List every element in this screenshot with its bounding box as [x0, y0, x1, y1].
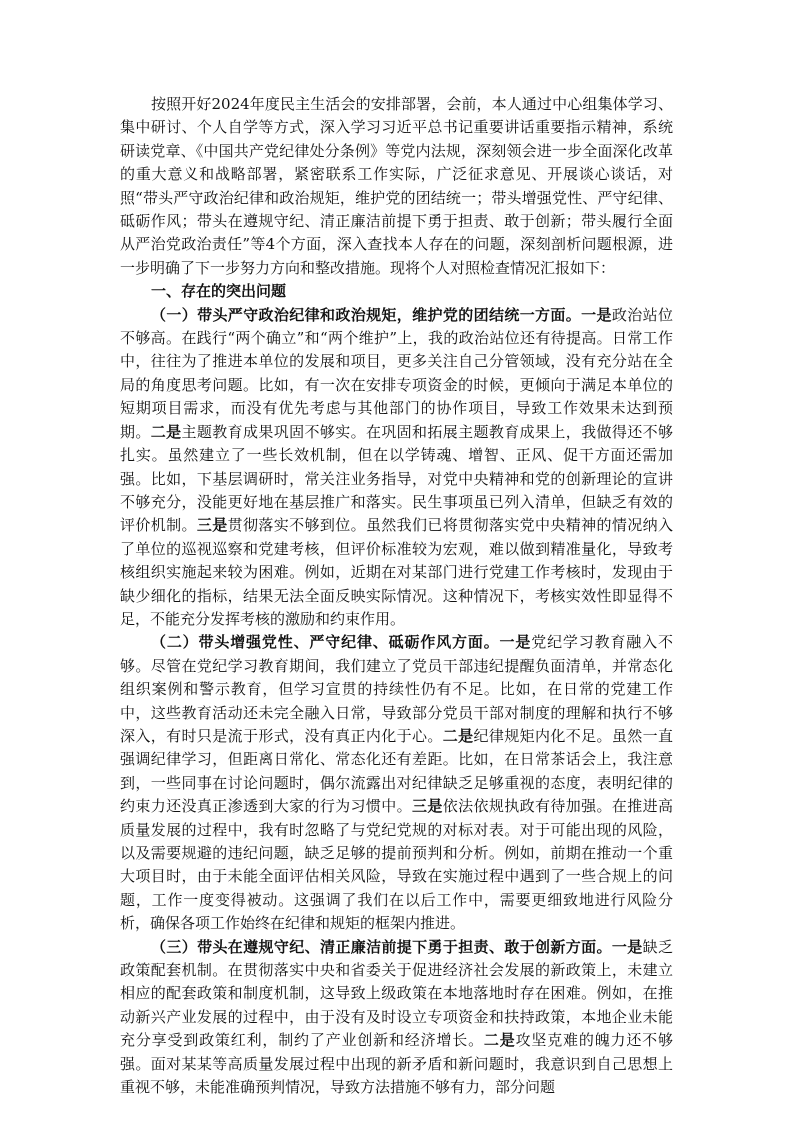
section-heading-problems: 一、存在的突出问题: [151, 282, 287, 301]
subheading-responsibility-innovation: （三）带头在遵规守纪、清正廉洁前提下勇于担责、敢于创新方面。: [151, 937, 612, 956]
marker-second: 二是: [442, 726, 474, 745]
marker-third: 三是: [412, 797, 443, 816]
paragraph-responsibility-innovation: [120, 936, 673, 1100]
text-political-standpoint: 政治站位不够高。在践行“两个确立”和“两个维护”上，我的政治站位还有待提高。日常工作中，往往为了推进本单位的发展和项目，更多关注自己分管领域，没有充分站在全局的角度思考问题。比如，有一次在安排专项资金的时候，更倾向于满足本单位的短期项目需求，而没有优先考虑与其他部门的协作项目，导致工作效果未达到预期。: [120, 305, 673, 441]
marker-third: 三是: [196, 516, 228, 535]
marker-first: 一是: [581, 305, 612, 324]
subheading-party-spirit: （二）带头增强党性、严守纪律、砥砺作风方面。: [151, 633, 500, 652]
marker-first: 一是: [499, 633, 532, 652]
text-discipline-education: 党纪学习教育融入不够。尽管在党纪学习教育期间，我们建立了党员干部违纪提醒负面清单，并常态化组织案例和警示教育，但学习宣贯的持续性仍有不足。比如，在日常的党建工作中，这些教育活动还未完全融入日常，导致部分党员干部对制度的理解和执行不够深入，有时只是流于形式，没有真正内化于心。: [120, 633, 673, 745]
text-theme-education: 主题教育成果巩固不够实。在巩固和拓展主题教育成果上，我做得还不够扎实。虽然建立了一些长效机制，但在以学铸魂、增智、正风、促干方面还需加强。比如，下基层调研时，常关注业务指导，对党中央精神和党的创新理论的宣讲不够充分，没能更好地在基层推广和落实。民生事项虽已列入清单，但缺乏有效的评价机制。: [120, 422, 673, 535]
marker-second: 二是: [483, 1031, 516, 1050]
paragraph-political-discipline: [120, 304, 673, 632]
text-implementation: 贯彻落实不够到位。虽然我们已将贯彻落实党中央精神的情况纳入了单位的巡视巡察和党建考核，但评价标准较为宏观，难以做到精准量化，导致考核组织实施起来较为困难。例如，近期在对某部门进行党建工作考核时，发现由于缺少细化的指标，结果无法全面反映实际情况。这种情况下，考核实效性即显得不足，不能充分发挥考核的激励和约束作用。: [120, 516, 673, 628]
text-policy-mechanism: 缺乏政策配套机制。在贯彻落实中央和省委关于促进经济社会发展的新政策上，未建立相应的配套政策和制度机制，这导致上级政策在本地落地时存在困难。例如，在推动新兴产业发展的过程中，由于没有及时设立专项资金和扶持政策，本地企业未能充分享受到政策红利，制约了产业创新和经济增长。: [120, 937, 673, 1050]
marker-second: 二是: [150, 422, 182, 441]
subheading-political-discipline: （一）带头严守政治纪律和政治规矩，维护党的团结统一方面。: [151, 305, 582, 324]
paragraph-party-spirit: [120, 631, 673, 935]
intro-paragraph: 按照开好2024年度民主生活会的安排部署，会前，本人通过中心组集体学习、集中研讨、个人自学等方式，深入学习习近平总书记重要讲话重要指示精神，系统研读党章、《中国共产党纪律处分条例》等党内法规，深刻领会进一步全面深化改革的重大意义和战略部署，紧密联系工作实际，广泛征求意见、开展谈心谈话，对照“带头严守政治纪律和政治规矩，维护党的团结统一；带头增强党性、严守纪律、砥砺作风；带头在遵规守纪、清正廉洁前提下勇于担责、敢于创新；带头履行全面从严治党政治责任”等4个方面，深入查找本人存在的问题，深刻剖析问题根源，进一步明确了下一步努力方向和整改措施。现将个人对照检查情况汇报如下：: [120, 95, 673, 277]
text-discipline-internalization: 纪律规矩内化不足。虽然一直强调纪律学习，但距离日常化、常态化还有差距。比如，在日常茶话会上，我注意到，一些同事在讨论问题时，偶尔流露出对纪律缺乏足够重视的态度，表明纪律的约束力还没真正渗透到大家的行为习惯中。: [120, 726, 673, 816]
marker-first: 一是: [611, 937, 643, 956]
text-tackling-difficulties: 攻坚克难的魄力还不够强。面对某某等高质量发展过程中出现的新矛盾和新问题时，我意识到自己思想上重视不够，未能准确预判情况，导致方法措施不够有力，部分问题: [120, 1031, 673, 1097]
text-rule-of-law: 依法依规执政有待加强。在推进高质量发展的过程中，我有时忽略了与党纪党规的对标对表。对于可能出现的风险，以及需要规避的违纪问题，缺乏足够的提前预判和分析。例如，前期在推动一个重大项目时，由于未能全面评估相关风险，导致在实施过程中遇到了一些合规上的问题，工作一度变得被动。这强调了我们在以后工作中，需要更细致地进行风险分析，确保各项工作始终在纪律和规矩的框架内推进。: [120, 797, 673, 933]
